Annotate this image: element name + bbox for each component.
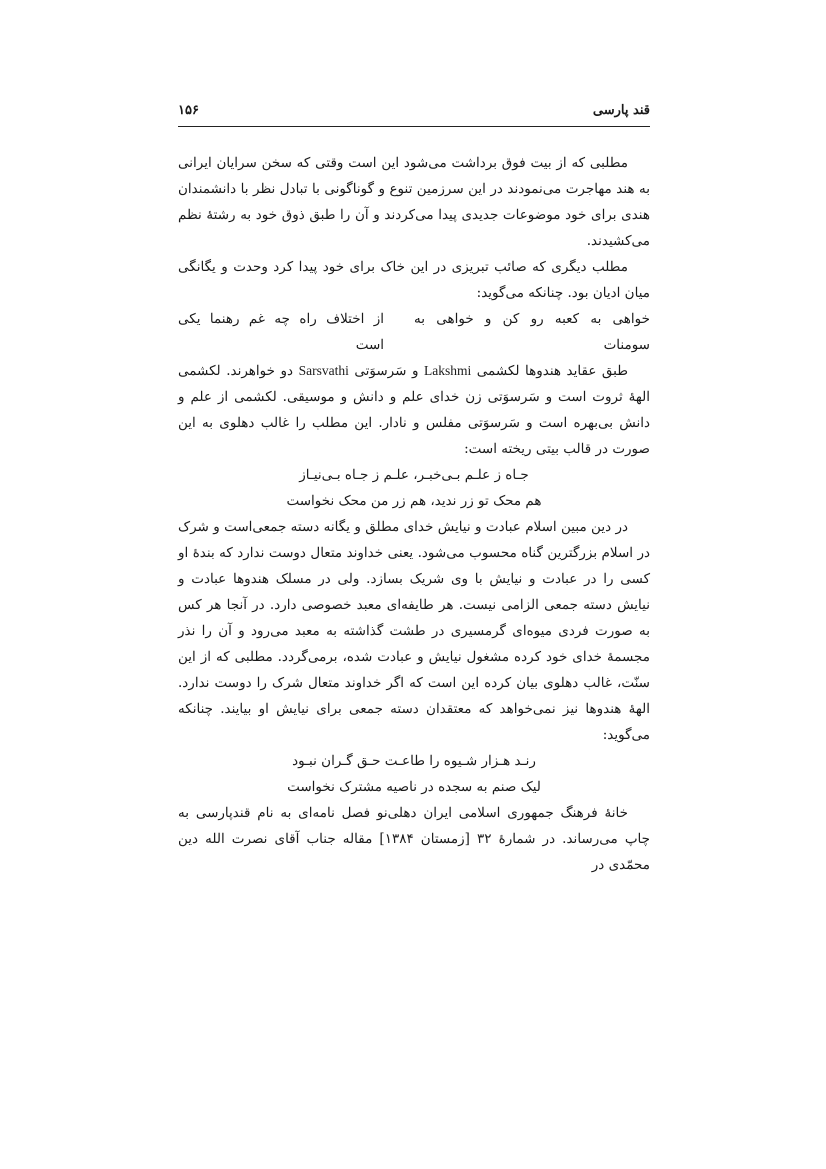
- verse-2-line-2: هم محک تو زر ندید، هم زر من محک نخواست: [286, 493, 542, 509]
- paragraph-2: مطلب دیگری که صائب تبریزی در این خاک برای خود پیدا کرد وحدت و یگانگی میان ادیان بود. چنانکه می‌گوید:: [178, 259, 650, 301]
- verse-1-hemistich-right: خواهی به کعبه رو کن و خواهی به سومنات: [414, 311, 650, 353]
- term-sarsvathi: Sarsvathi: [298, 363, 349, 378]
- paragraph-4: در دین مبین اسلام عبادت و نیایش خدای مطلق و یگانه دسته جمعی‌است و شرک در اسلام بزرگترین گناه محسوب می‌شود. یعنی خداوند متعال دوست ندارد که بندهٔ او کسی را در عبادت و نیایش با وی شریک بسازد. ولی در مسلک هندوها عبادت و نیایش دسته جمعی الزامی نیست. هر طایفه‌ای معبد خصوصی دارد. در آنجا هر کس به صورت فردی میوه‌ای گرمسیری در طشت گذاشته به معبد می‌رود و آن را نذر مجسمهٔ خدای خود کرده مشغول نیایش و عبادت شده، برمی‌گردد. مطلبی که از این سنّت، غالب دهلوی بیان کرده این است که اگر خداوند متعال شرک را دوست ندارد. الههٔ هندوها نیز نمی‌خواهد که معتقدان دسته جمعی برای نیایش او بیایند. چنانکه می‌گوید:: [178, 519, 650, 743]
- paragraph-3: [178, 358, 650, 462]
- verse-3-line-2: لیک صنم به سجده در ناصیه مشترک نخواست: [287, 779, 541, 795]
- paragraph-3-part-c: دو خواهرند. لکشمی الههٔ ثروت است و سَرسوَتی زن خدای علم و دانش و موسیقی. لکشمی از علم و دانش بی‌بهره است و سَرسوَتی مفلس و نادار. این مطلب را غالب دهلوی به این صورت در قالب بیتی ریخته است:: [178, 363, 650, 457]
- paragraph-3-part-b: و سَرسوَتی: [348, 363, 424, 379]
- paragraph-1: مطلبی که از بیت فوق برداشت می‌شود این است وقتی که سخن سرایان ایرانی به هند مهاجرت می‌نمودند در این سرزمین تنوع و گوناگونی با تبادل نظر با دانشمندان هندی برای خود موضوعات جدیدی پیدا می‌کردند و آن را طبق ذوق خود به رشتهٔ نظم می‌کشیدند.: [178, 155, 650, 249]
- verse-3-line-1: رنـد هـزار شـیوه را طاعـت حـق گـران نبـود: [292, 753, 536, 769]
- header-title: قند پارسی: [592, 103, 650, 118]
- verse-2-line-1: جـاه ز علـم بـی‌خبـر، علـم ز جـاه بـی‌نیـاز: [299, 467, 529, 483]
- page-number: ۱۵۶: [178, 103, 199, 118]
- verse-1-hemistich-left: از اختلاف راه چه غم رهنما یکی است: [178, 311, 385, 353]
- term-lakshmi: Lakshmi: [424, 363, 472, 378]
- paragraph-3-part-a: طبق عقاید هندوها لکشمی: [471, 363, 628, 379]
- paragraph-5: خانهٔ فرهنگ جمهوری اسلامی ایران دهلی‌نو فصل نامه‌ای به نام قندپارسی به چاپ می‌رساند. در شمارهٔ ۳۲ [زمستان ۱۳۸۴] مقاله جناب آقای نصرت الله دین محمّدی در: [178, 805, 650, 873]
- verse-1: [178, 306, 650, 358]
- running-header: [178, 100, 650, 127]
- body-text: [178, 150, 650, 878]
